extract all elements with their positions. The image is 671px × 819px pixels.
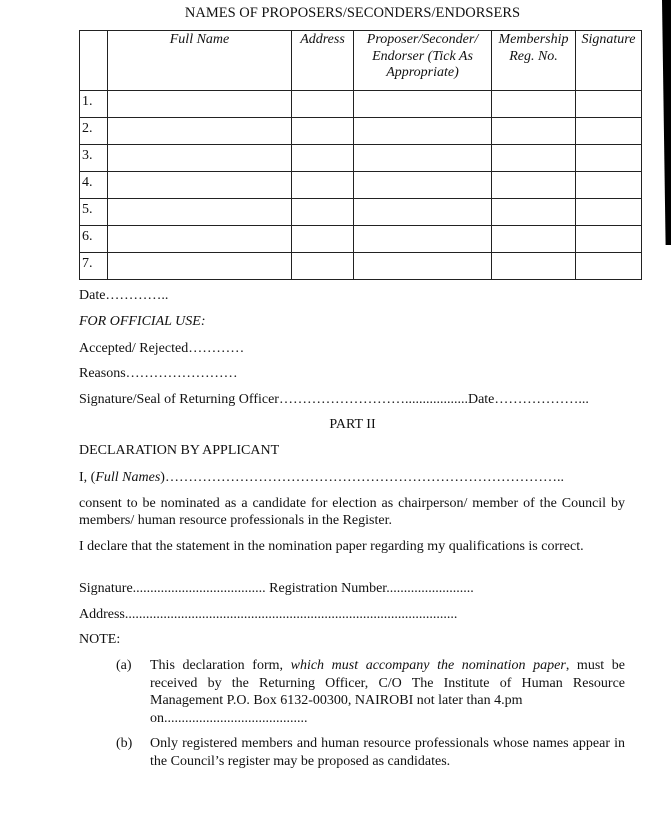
row-number: 4. [80, 172, 108, 199]
row-number: 2. [80, 118, 108, 145]
table-row [80, 253, 642, 280]
full-name-cell[interactable] [108, 145, 292, 172]
full-name-cell[interactable] [108, 118, 292, 145]
table-row [80, 226, 642, 253]
full-name-cell[interactable] [108, 199, 292, 226]
note-a-label: (a) [116, 658, 132, 673]
address-cell[interactable] [292, 253, 354, 280]
membership-cell[interactable] [492, 118, 576, 145]
address-cell[interactable] [292, 91, 354, 118]
signature-cell[interactable] [576, 145, 642, 172]
declare-paragraph: I declare that the statement in the nomination paper regarding my qualifications is correct. [79, 539, 584, 554]
proposers-table [79, 30, 642, 280]
signature-cell[interactable] [576, 172, 642, 199]
full-name-cell[interactable] [108, 172, 292, 199]
row-number: 5. [80, 199, 108, 226]
signature-cell[interactable] [576, 118, 642, 145]
role-cell[interactable] [354, 172, 492, 199]
note-b-text: Only registered members and human resource professionals whose names appear in the Council’s register may be proposed as candidates. [150, 736, 625, 769]
signature-cell[interactable] [576, 226, 642, 253]
column-header-role: Proposer/Seconder/ Endorser (Tick As Appropriate) [354, 31, 492, 91]
table-row [80, 91, 642, 118]
row-number: 7. [80, 253, 108, 280]
address-cell[interactable] [292, 199, 354, 226]
role-cell[interactable] [354, 118, 492, 145]
role-cell[interactable] [354, 145, 492, 172]
role-cell[interactable] [354, 199, 492, 226]
table-row [80, 172, 642, 199]
membership-cell[interactable] [492, 226, 576, 253]
full-names-prefix: I, ( [79, 470, 96, 485]
signature-registration-line[interactable]: Signature...................................... Registration Number......................... [79, 581, 474, 596]
date-line[interactable]: Date………….. [79, 288, 169, 303]
membership-cell[interactable] [492, 253, 576, 280]
part-ii-heading: PART II [329, 417, 376, 432]
full-names-label: Full Names [95, 470, 161, 485]
reasons-line[interactable]: Reasons…………………… [79, 366, 238, 381]
address-cell[interactable] [292, 145, 354, 172]
column-header-membership: Membership Reg. No. [492, 31, 576, 91]
row-number: 1. [80, 91, 108, 118]
membership-cell[interactable] [492, 145, 576, 172]
returning-officer-signature-line[interactable]: Signature/Seal of Returning Officer………………………..................Date………………... [79, 392, 589, 407]
column-header-address: Address [292, 31, 354, 91]
full-name-cell[interactable] [108, 253, 292, 280]
note-heading: NOTE: [79, 632, 121, 647]
note-b [116, 735, 625, 770]
section-heading: NAMES OF PROPOSERS/SECONDERS/ENDORSERS [184, 5, 521, 21]
role-cell[interactable] [354, 226, 492, 253]
role-cell[interactable] [354, 253, 492, 280]
signature-cell[interactable] [576, 199, 642, 226]
table-row [80, 199, 642, 226]
membership-cell[interactable] [492, 91, 576, 118]
address-cell[interactable] [292, 118, 354, 145]
column-header-full-name: Full Name [108, 31, 292, 91]
note-a [116, 657, 625, 727]
note-b-label: (b) [116, 736, 133, 751]
note-a-italic: which must accompany the nomination paper [290, 658, 566, 673]
membership-cell[interactable] [492, 199, 576, 226]
membership-cell[interactable] [492, 172, 576, 199]
table-row [80, 145, 642, 172]
note-a-text-end: , must be received by the Returning Officer, C/O The Institute of Human Resource Management P.O. Box 6132-00300, NAIROBI not later than 4.pm [150, 658, 625, 708]
full-name-cell[interactable] [108, 226, 292, 253]
full-names-line[interactable] [79, 470, 564, 486]
signature-cell[interactable] [576, 253, 642, 280]
table-row [80, 118, 642, 145]
note-a-deadline-line[interactable]: on......................................... [150, 710, 308, 726]
row-number: 6. [80, 226, 108, 253]
official-use-heading: FOR OFFICIAL USE: [79, 314, 206, 329]
accepted-rejected-line[interactable]: Accepted/ Rejected………… [79, 341, 245, 356]
signature-cell[interactable] [576, 91, 642, 118]
address-line[interactable]: Address............................................................................................... [79, 607, 458, 622]
address-cell[interactable] [292, 172, 354, 199]
consent-paragraph: consent to be nominated as a candidate for election as chairperson/ member of the Council by members/ human resource professionals in the Register. [79, 496, 625, 528]
table-header-row [80, 31, 642, 91]
address-cell[interactable] [292, 226, 354, 253]
row-number: 3. [80, 145, 108, 172]
declaration-title: DECLARATION BY APPLICANT [79, 443, 280, 458]
full-name-cell[interactable] [108, 91, 292, 118]
scan-edge-artifact [662, 0, 671, 245]
column-header-signature: Signature [576, 31, 642, 91]
role-cell[interactable] [354, 91, 492, 118]
full-names-dots: )………………………………………………………………………….. [160, 470, 564, 485]
column-header-number [80, 31, 108, 91]
note-a-text-start: This declaration form, [150, 658, 291, 673]
